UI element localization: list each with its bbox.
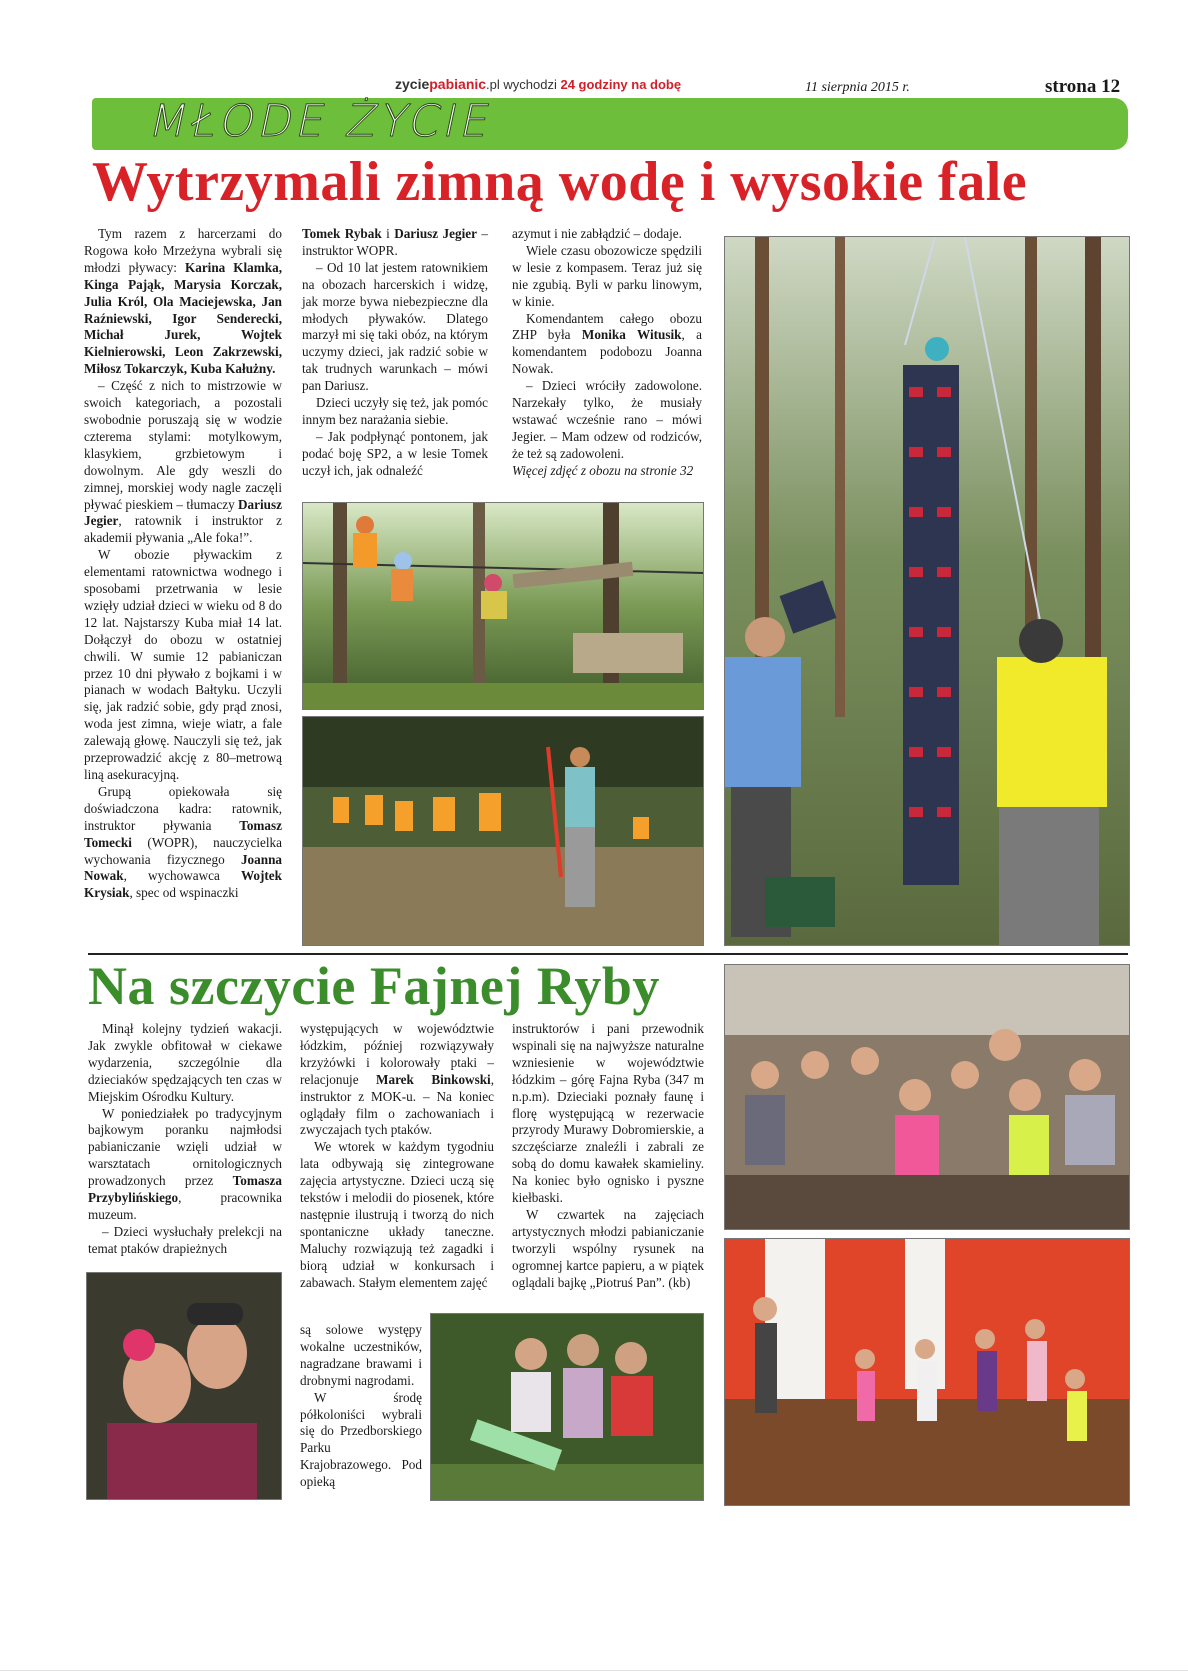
article1-column-2 [302,226,488,480]
text: , pracownika muzeum. [88,1190,282,1222]
text: , a komendantem podobozu Joanna Nowak. [512,327,702,377]
photo-kids-forest [302,716,704,946]
paragraph: W czwartek na zajęciach artystycznych młodzi pabianiczanie tworzyli wspólny rysunek na ogromnej kartce papieru, a w piątek oglądali bajkę „Piotruś Pan”. (kb) [512,1206,704,1290]
article2-column-3 [512,1021,704,1292]
text: , ratownik i instruktor z akademii pływania „Ale foka!”. [84,513,282,546]
bold-name: Tomasz Tomecki [84,817,282,850]
text: Komendantem całego obozu ZHP była [512,310,702,343]
site-name-part2: pabianic [429,76,487,92]
issue-date: 11 sierpnia 2015 r. [805,80,910,95]
paragraph: – Jak podpłynąć pontonem, jak podać boję SP2, a w lesie Tomek uczył ich, jak odnaleźć [302,428,488,478]
text: W poniedziałek po tradycyjnym bajkowym poranku najmłodsi pabianiczanie wzięli udział w warsztatach ornitologicznych prowadzonych przez [88,1105,282,1189]
paragraph [84,378,282,547]
bold-name: Tomek Rybak [302,226,382,241]
header-site-line [395,76,681,92]
site-name-part1: zycie [395,76,430,92]
bold-names: Karina Klamka, Kinga Pająk, Marysia Korczak, Julia Król, Ola Maciejewska, Jan Raźniewski, Igor Senderecki, Michał Jurek, Wojtek Kielnierowski, Leon Zakrzewski, Miłosz Tokarczyk, Kuba Kałużny. [84,259,282,377]
text: Tym razem z harcerzami do Rogowa koło Mrzeżyna wybrali się młodzi pływacy: [84,226,282,275]
bold-name: Dariusz Jegier [394,226,477,241]
article2-headline: Na szczycie Fajnej Ryby [88,956,660,1016]
paragraph [302,226,488,260]
paragraph: instruktorów i pani przewodnik wspinali się na najwyższe naturalne wzniesienie w województwie łódzkim – górę Fajna Ryba (347 m n.p.m). Dzieciaki poznały faunę i florę występującą w rezerwacie przyrody Murawy Dobromierskie, a szczęściarze znaleźli i zabrali ze sobą do domu kawałek skamieliny. Na koniec było ognisko i pyszne kiełbaski. [512,1021,704,1206]
paragraph: azymut i nie zabłądzić – dodaje. [512,226,682,241]
paragraph: Dzieci uczyły się też, jak pomóc innym bez narażania siebie. [302,395,488,427]
paragraph: W obozie pływackim z elementami ratownictwa wodnego i sposobami przetrwania w lesie wzięły udział dzieci w wieku od 8 do 12 lat. Najstarszy Kuba miał 14 lat. Dołączył do obozu w ostatniej chwili. W sumie 12 pabianiczan przez 10 dni pływało z bojkami i w pianach w wodach Bałtyku. Uczyli się, jak radzić sobie, gdy prąd znosi, woda jest zimna, wieje wiatr, a fale zalewają głowę. Nauczyli się też, jak przeprowadzić akcję z 80–metrową liną asekuracyjną. [84,547,282,782]
text: , wychowawca [123,868,241,884]
photo-crate-stacking [724,236,1130,946]
text: , spec od wspinaczki [129,885,239,901]
paragraph [512,311,702,379]
bold-name: Wojtek Krysiak [84,868,282,901]
paragraph: są solowe występy wokalne uczestników, nagradzane brawami i drobnymi nagrodami. [300,1322,422,1388]
paragraph: – Dzieci wróciły zadowolone. Narzekały tylko, że musiały wstawać wcześnie rano – mówi Jegier. – Mam odzew od rodziców, że też są zadowoleni. [512,378,702,461]
paragraph [84,784,282,902]
text: , instruktor z MOK-u. – Na koniec oglądały film o zachowaniach i zwyczajach tych ptaków. [300,1071,494,1138]
paragraph: – Od 10 lat jestem ratownikiem na obozach harcerskich i widzę, jak morze bywa niebezpieczne dla młodych pływaków. Dlatego marzył mi się taki obóz, na którym uczymy dzieci, jak radzić sobie w tak trudnych warunkach – mówi pan Dariusz. [302,259,488,394]
site-name-part3: .pl wychodzi [486,77,561,92]
photo-girls-portrait [86,1272,282,1500]
article2-column-2-narrow [300,1322,422,1491]
paragraph: We wtorek w każdym tygodniu lata odbywają się zintegrowane zajęcia artystyczne. Dzieci uczą się tekstów i melodii do piosenek, które następnie ilustrują i tworzą do nich spontaniczne układy taneczne. Maluchy rozwiązują też zagadki i biorą udział w konkursach i zabawach. Stałym elementem zajęć [300,1139,494,1290]
paragraph: Minął kolejny tydzień wakacji. Jak zwykle obfitował w ciekawe wydarzenia, szczególnie dla dzieciaków spędzających ten czas w Miejskim Ośrodku Kultury. [88,1021,282,1104]
bold-name: Joanna Nowak [84,851,282,884]
paragraph [300,1021,494,1139]
article1-column-3 [512,226,702,480]
text: – Część z nich to mistrzowie w swoich kategoriach, a pozostali swobodnie poruszają się w wodzie czterema stylami: motylkowym, klasykiem, grzbietowym i dowolnym. Ale gdy weszli do zimnej, morskiej wody nagle zaczęli pływać pieskiem – tłumaczy [84,378,282,512]
photo-kids-outdoor [430,1313,704,1501]
paragraph: – Dzieci wysłuchały prelekcji na temat ptaków drapieżnych [88,1223,282,1256]
section-title: MŁODE ŻYCIE [144,96,499,147]
bold-name: Dariusz Jegier [84,496,282,529]
article2-column-1 [88,1021,282,1258]
more-photos-note: Więcej zdjęć z obozu na stronie 32 [512,462,694,478]
paragraph [84,226,282,378]
bold-name: Monika Witusik [581,327,682,343]
paragraph: W środę półkoloniści wybrali się do Przedborskiego Parku Krajobrazowego. Pod opieką [300,1389,422,1490]
article2-column-2 [300,1021,494,1292]
bold-name: Marek Binkowski [376,1071,491,1087]
text: występujących w województwie łódzkim, później rozwiązywały krzyżówki i kolorowały ptaki – relacjonuje [300,1021,494,1087]
paragraph: Wiele czasu obozowicze spędzili w lesie z kompasem. Teraz już się nie zgubią. Byli w parku linowym, w kinie. [512,242,702,309]
photo-rope-park [302,502,704,710]
text: Grupą opiekowała się doświadczona kadra: ratownik, instruktor pływania [84,783,282,833]
site-slogan: 24 godziny na dobę [560,77,682,92]
photo-kids-dancing [724,1238,1130,1506]
text: – instruktor WOPR. [302,226,488,258]
page-edge-line [0,1670,1188,1671]
paragraph [88,1106,282,1224]
bold-name: Tomasza Przybylińskiego [88,1173,282,1206]
page-number: strona 12 [1045,76,1121,97]
article1-column-1 [84,226,282,902]
text: i [381,226,395,241]
article1-headline: Wytrzymali zimną wodę i wysokie fale [92,151,1028,213]
photo-kids-group-indoor [724,964,1130,1230]
text: (WOPR), nauczycielka wychowania fizycznego [84,834,282,867]
